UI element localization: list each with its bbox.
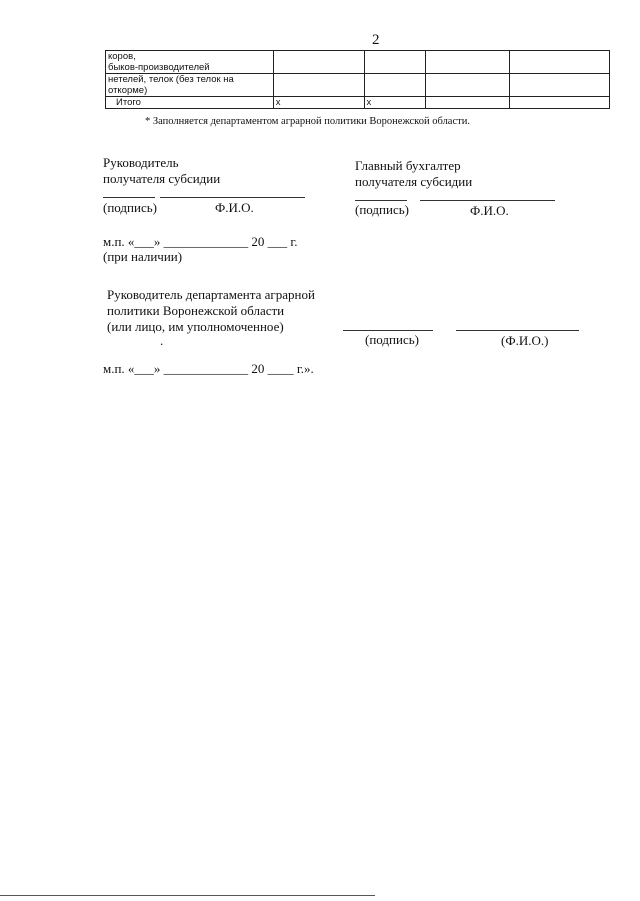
bottom-rule	[0, 895, 375, 896]
recipient-head-title: Руководитель получателя субсидии	[103, 155, 221, 186]
table-cell: х	[364, 97, 426, 109]
department-head-title: Руководитель департамента аграрной политики Воронежской области (или лицо, им уполномоченное)	[107, 287, 315, 334]
row-label: коров, быков-производителей	[106, 51, 274, 74]
footnote: * Заполняется департаментом аграрной политики Воронежской области.	[145, 116, 470, 127]
signature-label: (подпись)	[355, 202, 409, 217]
page-number: 2	[372, 32, 380, 48]
fio-line	[456, 330, 579, 331]
stamp-date-line: м.п. «___» _____________ 20 ____ г.».	[103, 361, 314, 376]
table-cell	[510, 74, 610, 97]
signature-line	[343, 330, 433, 331]
table-cell	[273, 74, 364, 97]
stamp-note: (при наличии)	[103, 249, 183, 264]
table-cell	[426, 97, 510, 109]
table-cell	[364, 51, 426, 74]
stamp-date-line: м.п. «___» _____________ 20 ___ г.	[103, 234, 298, 249]
table-cell	[510, 51, 610, 74]
table-row-total	[106, 97, 610, 109]
signature-line	[355, 200, 407, 201]
stray-dot: .	[160, 333, 164, 348]
row-label: нетелей, телок (без телок на откорме)	[106, 74, 274, 97]
fio-label: (Ф.И.О.)	[501, 333, 549, 348]
row-label: Итого	[106, 97, 274, 109]
signature-line	[103, 197, 155, 198]
table-cell	[426, 74, 510, 97]
table-row	[106, 74, 610, 97]
chief-accountant-title: Главный бухгалтер получателя субсидии	[355, 158, 473, 189]
fio-label: Ф.И.О.	[470, 203, 509, 218]
table-cell	[510, 97, 610, 109]
signature-label: (подпись)	[103, 200, 157, 215]
table-cell	[364, 74, 426, 97]
signature-label: (подпись)	[365, 332, 419, 347]
table-cell	[273, 51, 364, 74]
table-cell	[426, 51, 510, 74]
fio-label: Ф.И.О.	[215, 200, 254, 215]
fio-line	[420, 200, 555, 201]
table-row	[106, 51, 610, 74]
fio-line	[160, 197, 305, 198]
table-cell: х	[273, 97, 364, 109]
livestock-table	[105, 50, 610, 109]
